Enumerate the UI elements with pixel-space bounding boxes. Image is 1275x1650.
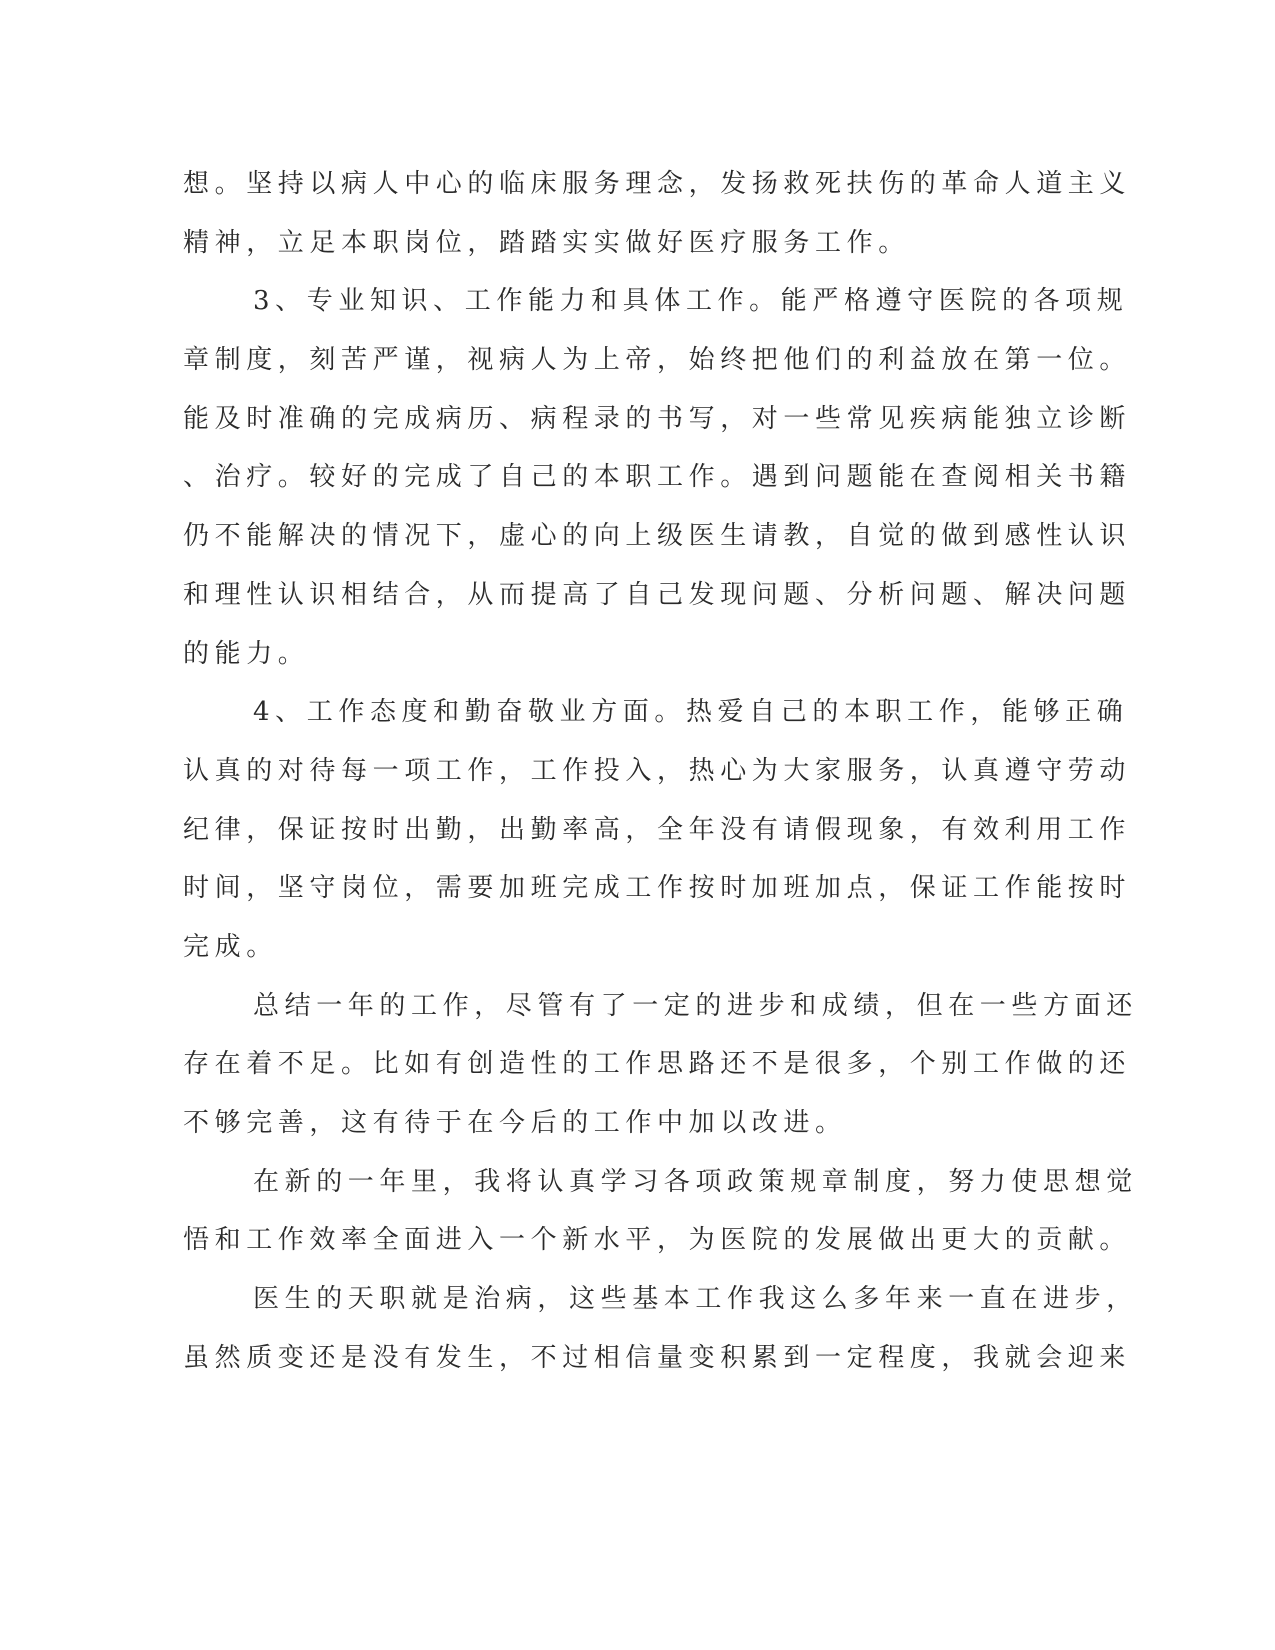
text-line: 章制度，刻苦严谨，视病人为上帝，始终把他们的利益放在第一位。 (183, 345, 1132, 376)
text-line: 悟和工作效率全面进入一个新水平，为医院的发展做出更大的贡献。 (183, 1225, 1132, 1256)
text-line: 完成。 (183, 931, 278, 962)
document-body (183, 155, 1138, 1387)
text-line: 存在着不足。比如有创造性的工作思路还不是很多，个别工作做的还 (183, 1049, 1132, 1080)
text-line: 认真的对待每一项工作，工作投入，热心为大家服务，认真遵守劳动 (183, 755, 1132, 786)
text-line: 仍不能解决的情况下，虚心的向上级医生请教，自觉的做到感性认识 (183, 521, 1132, 552)
text-line: 的能力。 (183, 638, 310, 669)
text-line: 不够完善，这有待于在今后的工作中加以改进。 (183, 1108, 847, 1138)
text-line: 精神，立足本职岗位，踏踏实实做好医疗服务工作。 (183, 227, 910, 258)
text-line: 在新的一年里，我将认真学习各项政策规章制度，努力使思想觉 (253, 1166, 1138, 1197)
text-line: 总结一年的工作，尽管有了一定的进步和成绩，但在一些方面还 (253, 990, 1138, 1021)
text-line: 想。坚持以病人中心的临床服务理念，发扬救死扶伤的革命人道主义 (183, 169, 1132, 199)
text-line: 和理性认识相结合，从而提高了自己发现问题、分析问题、解决问题 (183, 579, 1132, 610)
text-line: 3、专业知识、工作能力和具体工作。能严格遵守医院的各项规 (253, 286, 1129, 317)
text-line: 医生的天职就是治病，这些基本工作我这么多年来一直在进步， (253, 1284, 1138, 1315)
text-line: 能及时准确的完成病历、病程录的书写，对一些常见疾病能独立诊断 (183, 403, 1132, 434)
text-line: 虽然质变还是没有发生，不过相信量变积累到一定程度，我就会迎来 (183, 1342, 1132, 1373)
text-line: 纪律，保证按时出勤，出勤率高，全年没有请假现象，有效利用工作 (183, 814, 1132, 845)
text-line: 、治疗。较好的完成了自己的本职工作。遇到问题能在查阅相关书籍 (183, 462, 1132, 493)
text-line: 4、工作态度和勤奋敬业方面。热爱自己的本职工作，能够正确 (253, 697, 1129, 728)
text-line: 时间，坚守岗位，需要加班完成工作按时加班加点，保证工作能按时 (183, 873, 1132, 904)
